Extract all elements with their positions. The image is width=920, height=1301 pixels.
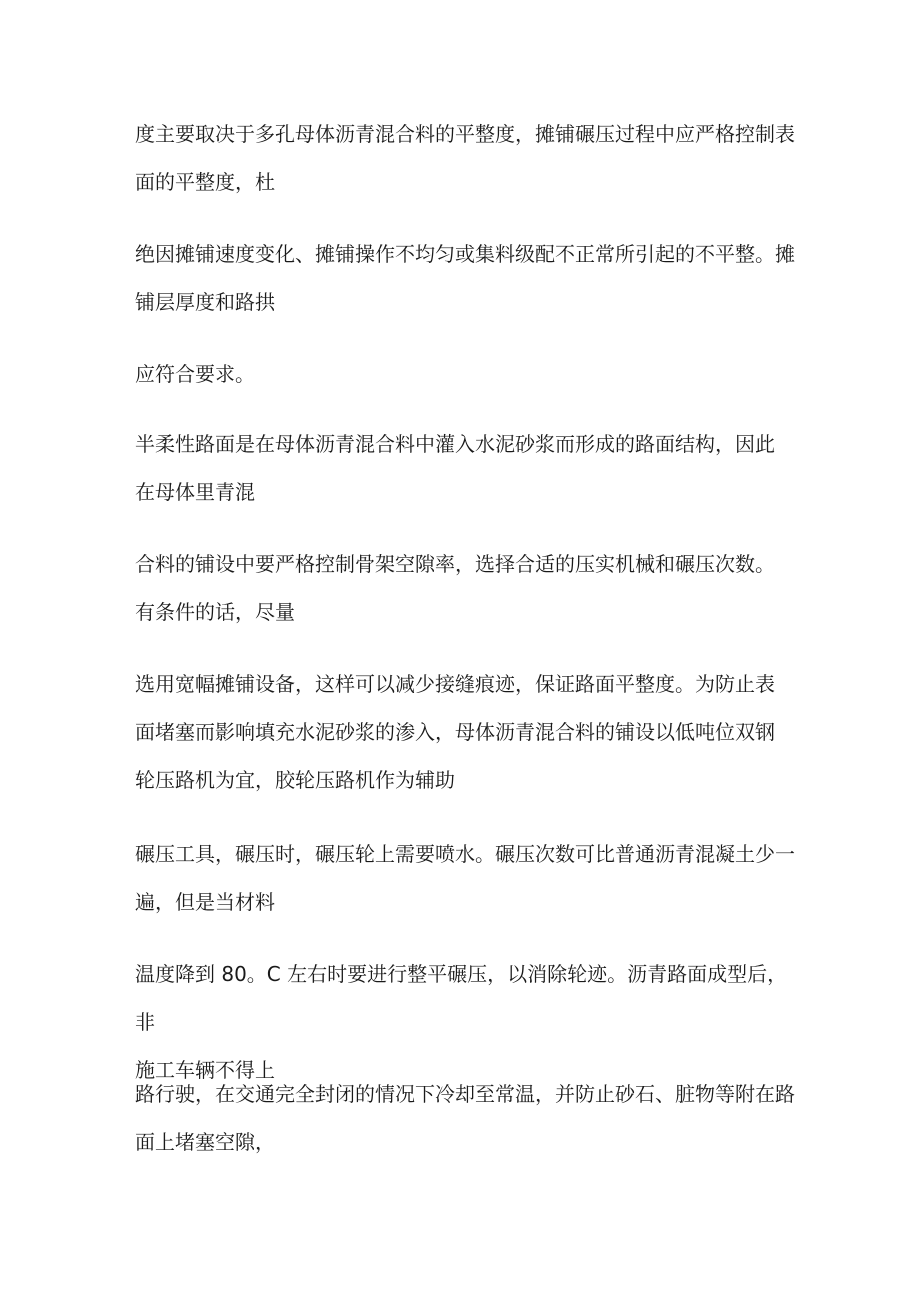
paragraph-5: 合料的铺设中要严格控制骨架空隙率，选择合适的压实机械和碾压次数。 有条件的话，尽量 <box>135 552 775 624</box>
paragraph-8: 温度降到 80。C 左右时要进行整平碾压，以消除轮迹。沥青路面成型后，非 施工车辆不得上 <box>135 962 788 1082</box>
paragraph-2: 绝因摊铺速度变化、摊铺操作不均匀或集料级配不正常所引起的不平整。摊 铺层厚度和路拱 <box>135 242 795 314</box>
paragraph-7: 碾压工具，碾压时，碾压轮上需要喷水。碾压次数可比普通沥青混凝土少一 遍，但是当材料 <box>135 842 795 914</box>
paragraph-6: 选用宽幅摊铺设备，这样可以减少接缝痕迹，保证路面平整度。为防止表 面堵塞而影响填充水泥砂浆的渗入，母体沥青混合料的铺设以低吨位双钢 轮压路机为宜，胶轮压路机作为辅助 <box>135 672 775 792</box>
paragraph-1: 度主要取决于多孔母体沥青混合料的平整度，摊铺碾压过程中应严格控制表 面的平整度，杜 <box>135 122 795 194</box>
paragraph-9: 路行驶，在交通完全封闭的情况下冷却至常温，并防止砂石、脏物等附在路 面上堵塞空隙， <box>135 1082 795 1154</box>
paragraph-4: 半柔性路面是在母体沥青混合料中灌入水泥砂浆而形成的路面结构，因此 在母体里青混 <box>135 432 775 504</box>
paragraph-3: 应符合要求。 <box>135 362 255 386</box>
